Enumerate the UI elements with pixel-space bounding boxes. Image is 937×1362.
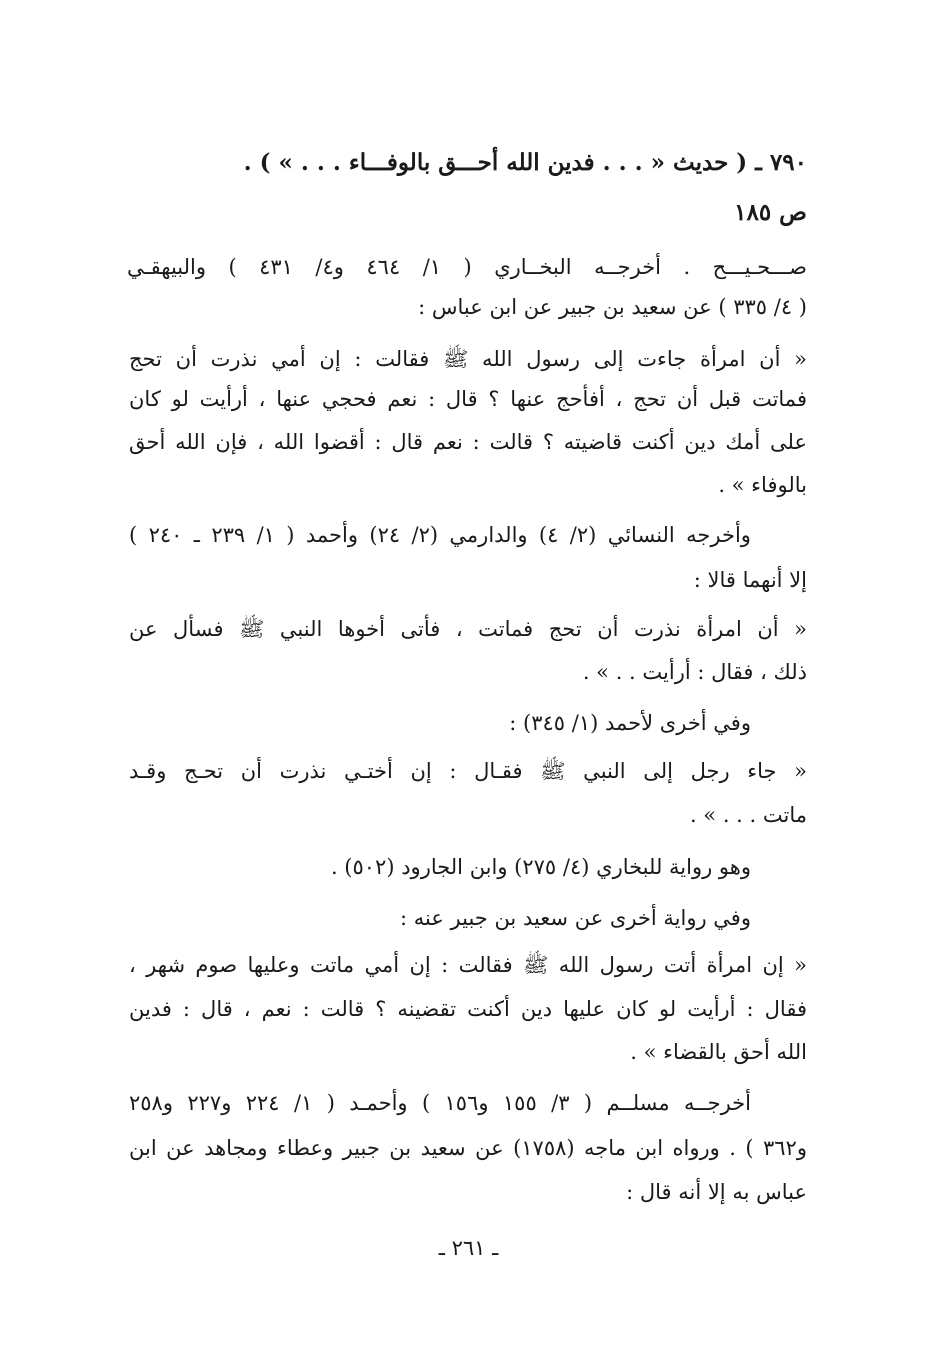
- text-line: و٣٦٢ ) . ورواه ابن ماجه (١٧٥٨) عن سعيد بن جبير وعطاء ومجاهد عن ابن: [129, 1136, 807, 1160]
- text-line: وأخرجه النسائي (٢/ ٤) والدارمي (٢/ ٢٤) وأحمد ( ١/ ٢٣٩ ـ ٢٤٠ ): [129, 523, 751, 547]
- text-line: « أن امرأة جاءت إلى رسول الله ﷺ فقالت : إن أمي نذرت أن تحج: [129, 347, 807, 371]
- text-line: « جاء رجل إلى النبي ﷺ فقـال : إن أختـي نذرت أن تحـج وقـد: [129, 759, 807, 783]
- text-line: الله أحق بالقضاء » .: [630, 1040, 807, 1064]
- text-line: ( ٤/ ٣٣٥ ) عن سعيد بن جبير عن ابن عباس :: [418, 295, 807, 319]
- text-line: « إن امرأة أتت رسول الله ﷺ فقالت : إن أمي ماتت وعليها صوم شهر ،: [129, 953, 807, 977]
- text-line: صـــحـيـــح . أخرجــه البخــاري ( ١/ ٤٦٤ و٤/ ٤٣١ ) والبيهقـي: [127, 255, 807, 279]
- text-line: أخرجــه مسلــم ( ٣/ ١٥٥ و١٥٦ ) وأحمـد ( ١/ ٢٢٤ و٢٢٧ و٢٥٨: [129, 1091, 751, 1115]
- text-line: وفي رواية أخرى عن سعيد بن جبير عنه :: [399, 906, 751, 930]
- text-line: فقال : أرأيت لو كان عليها دين أكنت تقضينه ؟ قالت : نعم ، قال : فدين: [129, 997, 807, 1021]
- text-line: ذلك ، فقال : أرأيت . . » .: [582, 660, 807, 684]
- text-line: عباس به إلا أنه قال :: [626, 1180, 807, 1204]
- text-line: فماتت قبل أن تحج ، أفأحج عنها ؟ قال : نعم فحجي عنها ، أرأيت لو كان: [129, 387, 807, 411]
- page-reference: ص ١٨٥: [734, 199, 807, 226]
- text-line: ماتت . . . » .: [689, 803, 807, 827]
- text-line: بالوفاء » .: [718, 473, 807, 497]
- hadith-heading: ٧٩٠ ـ ( حديث « . . . فدين الله أحـــق بالوفـــاء . . . » ) .: [243, 149, 807, 176]
- text-line: على أمك دين أكنت قاضيته ؟ قالت : نعم قال : أقضوا الله ، فإن الله أحق: [129, 430, 807, 454]
- text-line: وهو رواية للبخاري (٤/ ٢٧٥) وابن الجارود (٥٠٢) .: [330, 855, 751, 879]
- page-number: ـ ٢٦١ ـ: [438, 1236, 499, 1260]
- text-line: « أن امرأة نذرت أن تحج فماتت ، فأتى أخوها النبي ﷺ فسأل عن: [129, 617, 807, 641]
- text-line: إلا أنهما قالا :: [693, 568, 807, 592]
- text-line: وفي أخرى لأحمد (١/ ٣٤٥) :: [509, 711, 751, 735]
